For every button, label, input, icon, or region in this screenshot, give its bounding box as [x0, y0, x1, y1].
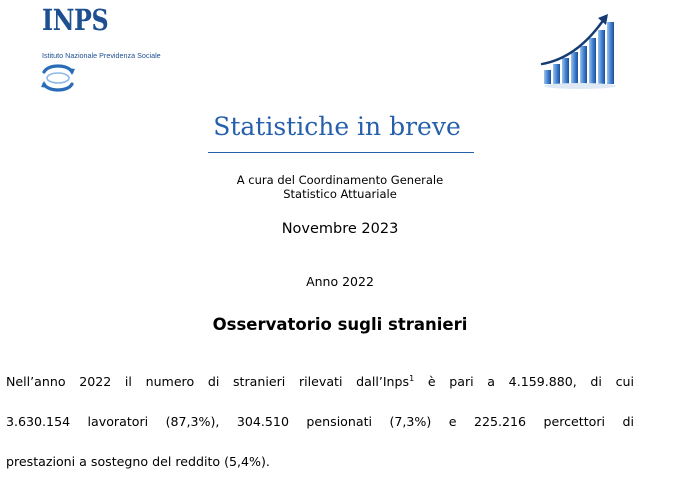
inps-logo	[36, 3, 196, 94]
section-title: Osservatorio sugli stranieri	[212, 315, 468, 334]
title-underline	[208, 152, 474, 153]
paragraph-line-1-start: Nell’anno 2022 il numero di stranieri rilevati dall’Inps	[6, 374, 410, 389]
paragraph-line-1-end: è pari a 4.159.880, di cui	[414, 374, 634, 389]
publication-date: Novembre 2023	[281, 221, 399, 237]
illustration-bars	[544, 22, 614, 84]
logo-subtitle: Istituto Nazionale Previdenza Sociale	[42, 51, 161, 60]
paragraph-line-3: prestazioni a sostegno del reddito (5,4%).	[6, 454, 270, 469]
paragraph-line-2: 3.630.154 lavoratori (87,3%), 304.510 pensionati (7,3%) e 225.216 percettori di	[6, 414, 634, 429]
curator-line-1: A cura del Coordinamento Generale	[236, 173, 444, 187]
paragraph-line-1	[6, 372, 634, 392]
inps-logo-icon	[38, 62, 78, 94]
curator-block	[0, 173, 680, 201]
reference-year: Anno 2022	[306, 274, 374, 289]
logo-wordmark: INPS	[42, 3, 109, 37]
rising-bar-chart-icon	[540, 8, 618, 92]
report-title: Statistiche in breve	[213, 112, 461, 141]
intro-paragraph	[6, 352, 634, 492]
footnote-ref[interactable]: 1	[409, 373, 415, 383]
curator-line-2: Statistico Attuariale	[283, 187, 397, 201]
